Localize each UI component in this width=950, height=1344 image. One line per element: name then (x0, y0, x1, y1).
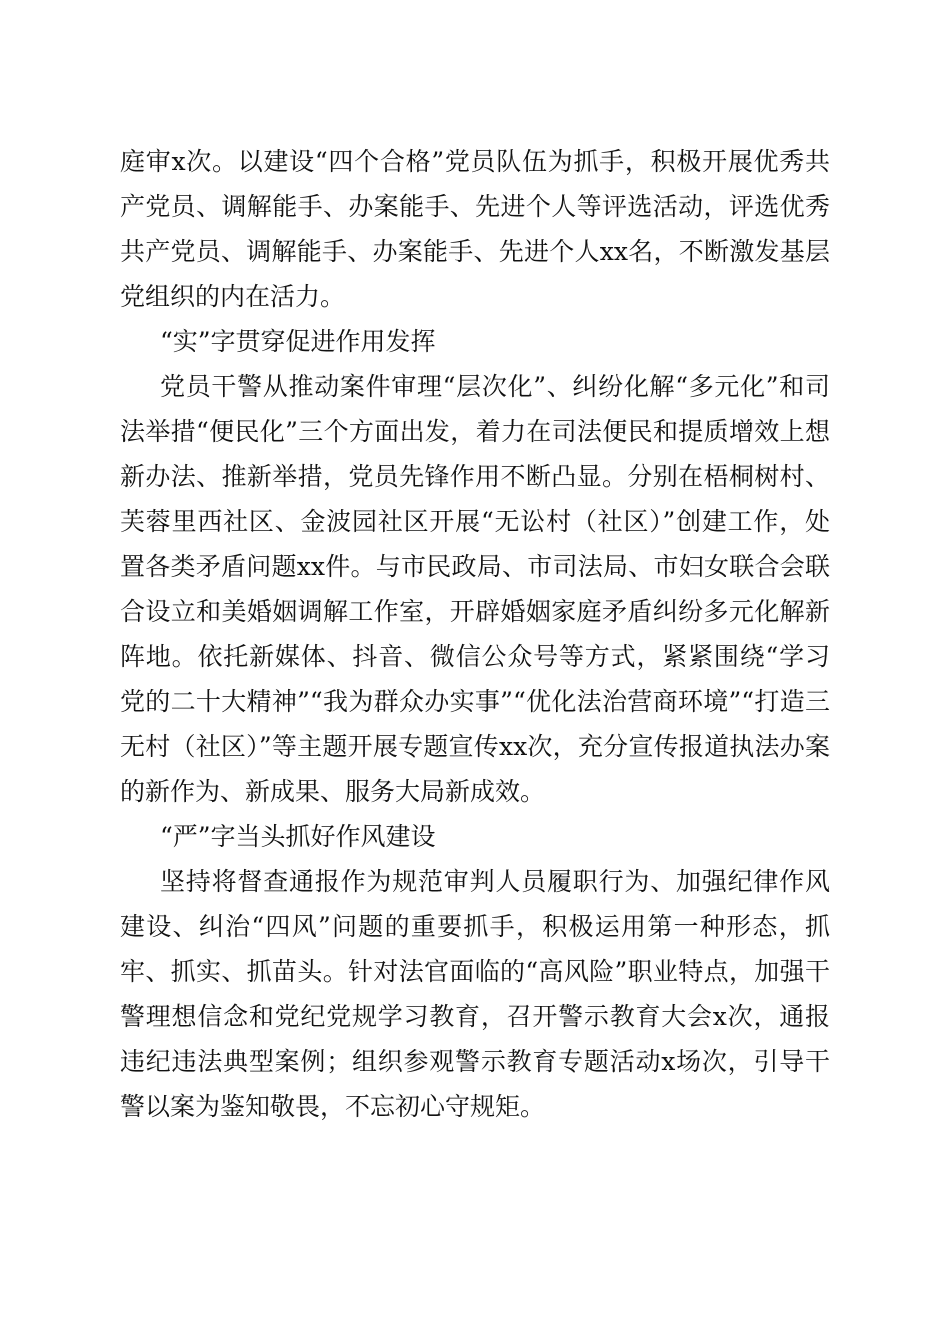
paragraph-continued: 庭审x次。以建设“四个合格”党员队伍为抓手，积极开展优秀共产党员、调解能手、办案能手、先进个人等评选活动，评选优秀共产党员、调解能手、办案能手、先进个人xx名，不断激发基层党组织的内在活力。 (120, 147, 830, 311)
document-body (120, 139, 830, 1129)
section-body-yan: 坚持将督查通报作为规范审判人员履职行为、加强纪律作风建设、纠治“四风”问题的重要抓手，积极运用第一种形态，抓牢、抓实、抓苗头。针对法官面临的“高风险”职业特点，加强干警理想信念和党纪党规学习教育，召开警示教育大会x次，通报违纪违法典型案例；组织参观警示教育专题活动x场次，引导干警以案为鉴知敬畏，不忘初心守规矩。 (120, 867, 830, 1121)
section-heading-shi: “实”字贯穿促进作用发挥 (160, 327, 436, 356)
section-heading-yan: “严”字当头抓好作风建设 (160, 822, 436, 851)
section-body-shi: 党员干警从推动案件审理“层次化”、纠纷化解“多元化”和司法举措“便民化”三个方面出发，着力在司法便民和提质增效上想新办法、推新举措，党员先锋作用不断凸显。分别在梧桐树村、芙蓉里西社区、金波园社区开展“无讼村（社区）”创建工作，处置各类矛盾问题xx件。与市民政局、市司法局、市妇女联合会联合设立和美婚姻调解工作室，开辟婚姻家庭矛盾纠纷多元化解新阵地。依托新媒体、抖音、微信公众号等方式，紧紧围绕“学习党的二十大精神”“我为群众办实事”“优化法治营商环境”“打造三无村（社区）”等主题开展专题宣传xx次，充分宣传报道执法办案的新作为、新成果、服务大局新成效。 (120, 372, 830, 806)
